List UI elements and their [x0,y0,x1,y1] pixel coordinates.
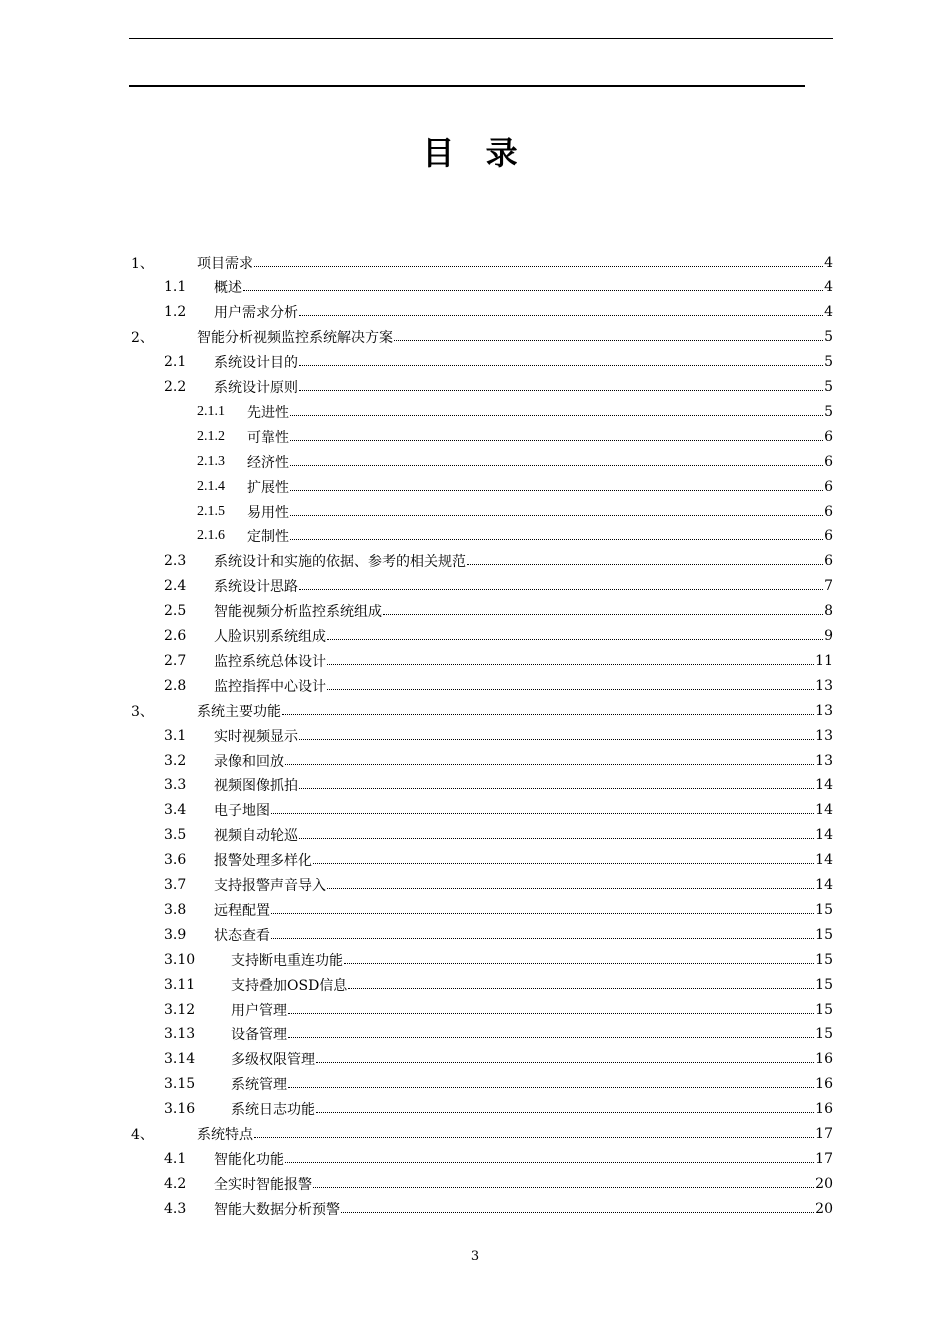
toc-entry-label: 视频图像抓拍 [214,778,298,795]
toc-dot-leader [299,314,823,316]
toc-entry-page: 7 [824,578,833,595]
toc-entry-label: 视频自动轮巡 [214,828,298,845]
toc-entry-label: 多级权限管理 [231,1052,315,1069]
toc-entry[interactable] [164,673,833,698]
toc-entry-number: 3、 [131,703,154,720]
toc-entry-number: 3.4 [164,802,187,819]
toc-entry-page: 5 [824,354,833,371]
toc-entry[interactable] [164,748,833,773]
toc-dot-leader [290,489,823,491]
toc-entry-label: 监控指挥中心设计 [214,678,326,695]
toc-entry[interactable] [131,698,833,723]
toc-dot-leader [344,962,814,964]
toc-entry-page: 4 [824,279,833,296]
toc-entry-page: 14 [815,802,833,819]
toc-entry[interactable] [164,350,833,375]
toc-dot-leader [299,738,814,740]
toc-entry-number: 3.10 [164,951,196,968]
toc-entry-label: 系统设计思路 [214,579,298,596]
toc-entry-page: 17 [815,1126,833,1142]
toc-entry-number: 3.3 [164,777,187,794]
toc-entry-label: 项目需求 [197,255,253,272]
toc-entry-page: 15 [815,976,833,993]
toc-entry-label: 录像和回放 [214,753,284,770]
toc-entry-number: 2.5 [164,603,187,620]
toc-dot-leader [271,812,814,814]
toc-entry-label: 用户需求分析 [214,305,298,322]
toc-entry-page: 15 [815,926,833,943]
toc-entry-label: 可靠性 [247,429,289,446]
toc-entry[interactable] [164,648,833,673]
toc-dot-leader [299,837,814,839]
toc-entry-page: 6 [824,553,833,570]
toc-entry[interactable] [164,1196,833,1221]
toc-entry-number: 2.1.5 [197,503,225,519]
toc-entry[interactable] [164,1047,833,1072]
toc-entry-label: 用户管理 [231,1002,287,1019]
toc-entry[interactable] [164,300,833,325]
toc-entry[interactable] [131,325,833,350]
toc-entry-page: 15 [815,1026,833,1043]
toc-entry[interactable] [197,449,833,474]
toc-dot-leader [299,588,823,590]
toc-entry-page: 11 [815,652,833,669]
toc-entry-number: 3.6 [164,852,187,869]
page-number: 3 [470,1249,480,1264]
header-rule-thick [129,85,805,87]
toc-dot-leader [299,364,823,366]
toc-dot-leader [467,563,823,565]
toc-entry-label: 经济性 [247,454,289,471]
toc-dot-leader [290,439,823,441]
toc-dot-leader [290,514,823,516]
toc-dot-leader [327,688,814,690]
toc-entry[interactable] [197,424,833,449]
toc-entry-page: 16 [815,1101,833,1118]
toc-entry-number: 2.1.4 [197,478,225,494]
toc-entry[interactable] [164,549,833,574]
toc-entry-number: 2.7 [164,652,187,669]
toc-entry-label: 扩展性 [247,479,289,496]
toc-entry[interactable] [164,922,833,947]
toc-entry[interactable] [164,599,833,624]
toc-entry-page: 17 [815,1150,833,1167]
toc-entry-page: 6 [824,478,833,495]
toc-entry-number: 2.3 [164,553,187,570]
toc-entry-page: 6 [824,428,833,445]
toc-dot-leader [327,638,823,640]
toc-entry-label: 支持叠加OSD信息 [231,977,348,994]
toc-entry[interactable] [197,399,833,424]
toc-entry-page: 9 [824,628,833,644]
toc-dot-leader [290,538,823,540]
toc-entry-label: 定制性 [247,529,289,546]
toc-entry-page: 6 [824,503,833,520]
toc-dot-leader [327,663,814,665]
toc-entry-page: 20 [815,1175,833,1192]
toc-entry-number: 3.12 [164,1001,196,1018]
toc-entry-page: 13 [815,702,833,719]
toc-entry[interactable] [197,524,833,549]
toc-entry-label: 智能视频分析监控系统组成 [214,604,382,621]
toc-entry-label: 远程配置 [214,902,270,919]
toc-entry-number: 1.1 [164,279,187,296]
toc-entry-label: 实时视频显示 [214,728,298,745]
toc-dot-leader [313,1186,814,1188]
toc-entry-label: 系统主要功能 [197,703,281,720]
toc-entry-label: 智能大数据分析预警 [214,1201,340,1218]
toc-entry-label: 易用性 [247,504,289,521]
toc-dot-leader [348,987,814,989]
toc-dot-leader [313,862,814,864]
toc-entry-page: 4 [824,254,833,271]
toc-entry-label: 概述 [214,280,242,297]
page-title: 目 录 [422,134,528,172]
toc-entry[interactable] [164,1072,833,1097]
toc-entry[interactable] [164,275,833,300]
toc-entry-number: 3.13 [164,1026,196,1043]
toc-dot-leader [254,1136,814,1138]
toc-entry-number: 3.16 [164,1101,196,1118]
toc-entry[interactable] [164,798,833,823]
toc-entry-page: 15 [815,901,833,918]
toc-entry-number: 1.2 [164,304,187,321]
toc-entry-label: 系统日志功能 [231,1102,315,1119]
toc-entry-number: 2.8 [164,677,187,694]
toc-entry-label: 先进性 [247,404,289,421]
toc-entry[interactable] [164,773,833,798]
toc-entry-label: 设备管理 [231,1027,287,1044]
toc-entry-page: 4 [824,304,833,321]
toc-entry[interactable] [164,574,833,599]
toc-entry-page: 16 [815,1076,833,1093]
toc-entry-number: 4.2 [164,1175,187,1192]
toc-entry-label: 监控系统总体设计 [214,653,326,670]
toc-entry-number: 3.5 [164,827,187,844]
toc-entry[interactable] [164,997,833,1022]
toc-dot-leader [243,289,823,291]
toc-dot-leader [288,1086,814,1088]
toc-entry-page: 14 [815,877,833,893]
toc-entry-label: 智能分析视频监控系统解决方案 [197,330,393,347]
toc-entry[interactable] [164,972,833,997]
toc-entry-page: 8 [824,603,833,620]
toc-entry-page: 13 [815,752,833,769]
toc-entry-label: 人脸识别系统组成 [214,629,326,645]
toc-entry-label: 系统设计和实施的依据、参考的相关规范 [214,554,466,571]
toc-entry-label: 智能化功能 [214,1151,284,1168]
toc-dot-leader [316,1111,814,1113]
toc-entry-label: 全实时智能报警 [214,1176,312,1193]
toc-entry-number: 2.1.6 [197,528,225,544]
toc-entry[interactable] [131,1122,833,1147]
toc-dot-leader [383,613,823,615]
toc-entry[interactable] [164,375,833,400]
toc-entry-number: 2.1.2 [197,428,225,444]
toc-entry-page: 15 [815,951,833,968]
toc-entry[interactable] [164,897,833,922]
toc-entry-number: 4、 [131,1127,154,1143]
toc-entry-number: 3.14 [164,1051,196,1068]
header-rule [129,38,833,39]
toc-entry-page: 14 [815,777,833,794]
toc-entry-number: 3.1 [164,727,187,744]
toc-dot-leader [299,787,814,789]
toc-entry[interactable] [164,723,833,748]
toc-entry[interactable] [164,947,833,972]
toc-entry-page: 5 [824,403,833,420]
toc-dot-leader [285,1161,814,1163]
toc-dot-leader [316,1061,814,1063]
toc-dot-leader [254,265,823,267]
toc-entry-number: 2、 [131,330,154,347]
toc-dot-leader [290,414,823,416]
toc-dot-leader [327,887,814,889]
toc-entry[interactable] [164,1022,833,1047]
toc-entry-number: 2.1.3 [197,453,225,469]
toc-dot-leader [285,763,814,765]
toc-entry-number: 2.6 [164,628,187,644]
toc-entry-page: 6 [824,528,833,545]
toc-entry-number: 3.7 [164,877,187,893]
toc-dot-leader [282,713,814,715]
toc-entry[interactable] [197,474,833,499]
toc-entry-page: 16 [815,1051,833,1068]
toc-dot-leader [341,1211,814,1213]
toc-entry-page: 20 [815,1200,833,1217]
toc-entry-number: 3.2 [164,752,187,769]
toc-entry-number: 3.15 [164,1076,196,1093]
toc-entry-label: 支持报警声音导入 [214,878,326,894]
toc-entry[interactable] [164,873,833,898]
toc-entry-number: 2.1 [164,354,187,371]
toc-entry[interactable] [164,848,833,873]
toc-entry-page: 5 [824,379,833,395]
toc-entry-page: 13 [815,677,833,694]
toc-entry-number: 4.1 [164,1150,187,1167]
toc-entry-label: 支持断电重连功能 [231,952,343,969]
toc-entry-label: 系统特点 [197,1127,253,1143]
toc-entry[interactable] [197,499,833,524]
toc-entry-number: 3.9 [164,926,187,943]
toc-dot-leader [271,937,814,939]
toc-entry-page: 5 [824,329,833,346]
toc-dot-leader [288,1012,814,1014]
toc-entry-page: 6 [824,453,833,470]
toc-entry-number: 2.2 [164,379,187,395]
toc-entry-number: 2.4 [164,578,187,595]
toc-entry-page: 15 [815,1001,833,1018]
toc-entry-page: 14 [815,852,833,869]
toc-dot-leader [290,464,823,466]
toc-entry-label: 系统设计目的 [214,355,298,372]
toc-entry-label: 系统管理 [231,1077,287,1094]
toc-dot-leader [288,1036,814,1038]
toc-entry[interactable] [164,1097,833,1122]
toc-entry-label: 状态查看 [214,927,270,944]
toc-entry-number: 1、 [131,255,154,272]
toc-entry-number: 4.3 [164,1200,187,1217]
toc-entry[interactable] [131,250,833,275]
toc-entry-page: 13 [815,727,833,744]
toc-entry-label: 系统设计原则 [214,380,298,396]
toc-entry[interactable] [164,624,833,649]
toc-entry-number: 3.8 [164,901,187,918]
toc-dot-leader [394,339,823,341]
toc-entry[interactable] [164,1171,833,1196]
toc-entry-label: 报警处理多样化 [214,853,312,870]
toc-entry[interactable] [164,1146,833,1171]
toc-entry-number: 2.1.1 [197,403,225,419]
toc-entry-page: 14 [815,827,833,844]
toc-dot-leader [299,389,823,391]
toc-entry-label: 电子地图 [214,803,270,820]
toc-entry[interactable] [164,823,833,848]
toc-entry-number: 3.11 [164,976,196,993]
toc-dot-leader [271,912,814,914]
